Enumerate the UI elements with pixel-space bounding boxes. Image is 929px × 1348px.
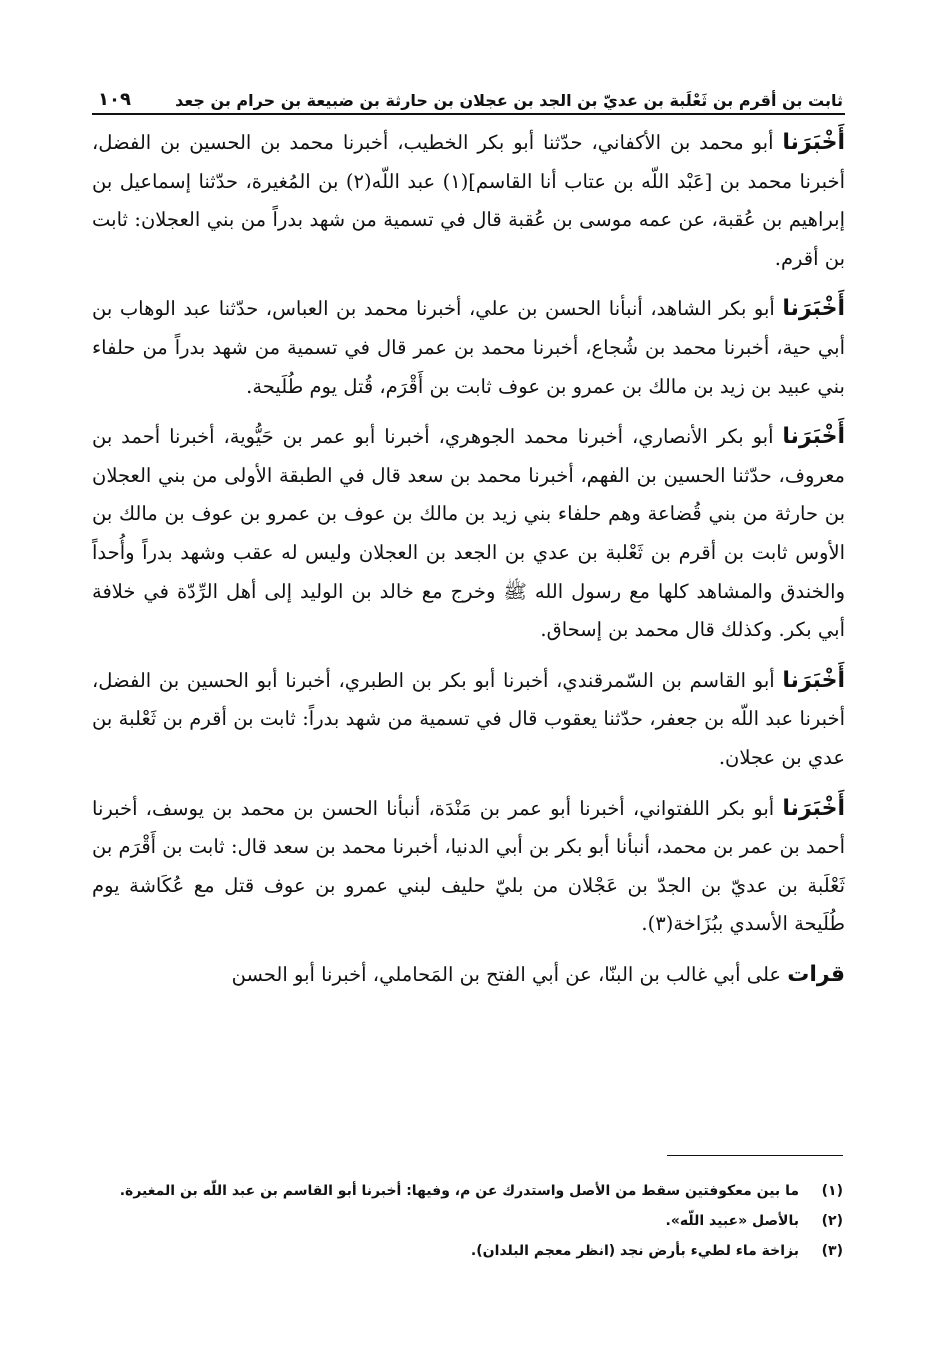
paragraph — [92, 662, 845, 778]
header-rule — [92, 113, 845, 115]
paragraph — [92, 956, 845, 995]
paragraph-keyword: أَخْبَرَنا — [782, 795, 845, 821]
main-text — [92, 124, 845, 1006]
footnote-rule — [667, 1155, 843, 1156]
footnote-text: بالأصل «عبيد اللّه». — [665, 1213, 799, 1229]
footnote-mark: (١) — [821, 1183, 843, 1199]
paragraph-text: أبو بكر الأنصاري، أخبرنا محمد الجوهري، أخبرنا أبو عمر بن حَيُّوية، أخبرنا أحمد بن معروف، حدّثنا الحسين بن الفهم، أخبرنا محمد بن سعد قال في الطبقة الأولى من بني العجلان بن حارثة من بني قُضاعة وهم حلفاء بني زيد بن مالك بن عوف بن عمرو بن عوف بن مالك بن الأوس ثابت بن أقرم بن ثَعْلبة بن عدي بن الجعد بن العجلان وليس له عقب وشهد بدراً وأُحداً والخندق والمشاهد كلها مع رسول الله ﷺ وخرج مع خالد بن الوليد إلى أهل الرِّدّة في خلافة أبي بكر. وكذلك قال محمد بن إسحاق. — [92, 425, 845, 642]
paragraph-keyword: أَخْبَرَنا — [782, 296, 845, 322]
footnote — [120, 1206, 843, 1236]
footnote — [120, 1176, 843, 1206]
footnote-mark: (٢) — [821, 1213, 843, 1229]
paragraph-keyword: أَخْبَرَنا — [782, 667, 845, 693]
paragraph — [92, 124, 845, 278]
footnotes — [120, 1176, 843, 1266]
paragraph — [92, 290, 845, 406]
paragraph — [92, 790, 845, 944]
paragraph-keyword: أَخْبَرَنا — [782, 130, 845, 155]
paragraph-text: أبو القاسم بن السّمرقندي، أخبرنا أبو بكر بن الطبري، أخبرنا أبو الحسين بن الفضل، أخبرنا عبد اللّه بن جعفر، حدّثنا يعقوب قال في تسمية من شهد بدراً: ثابت بن أقرم بن ثَعْلبة بن عدي بن عجلان. — [92, 668, 845, 769]
page-number: ١٠٩ — [98, 89, 131, 110]
paragraph-text: أبو محمد بن الأكفاني، حدّثنا أبو بكر الخطيب، أخبرنا محمد بن الحسين بن الفضل، أخبرنا محمد بن [عَبْد اللّه بن عتاب أنا القاسم](١) عبد اللّه(٢) بن المُغيرة، حدّثنا إسماعيل بن إبراهيم بن عُقبة، عن عمه موسى بن عُقبة قال في تسمية من شهد بدراً من بني العجلان: ثابت بن أقرم. — [92, 131, 846, 270]
paragraph — [92, 418, 845, 650]
running-header — [98, 74, 843, 110]
paragraph-text: أبو بكر اللفتواني، أخبرنا أبو عمر بن مَنْدَة، أنبأنا الحسن بن محمد بن يوسف، أخبرنا أحمد بن عمر بن محمد، أنبأنا أبو بكر بن أبي الدنيا، أخبرنا محمد بن سعد قال: ثابت بن أَقْرَم بن ثَعْلَبة بن عديّ بن الجدّ بن عَجْلان من بليّ حليف لبني عمرو بن عوف قتل مع عُكَاشة يوم طُلَيحة الأسدي ببُزَاخة(٣). — [92, 796, 845, 936]
footnote-text: ما بين معكوفتين سقط من الأصل واستدرك عن م، وفيها: أخبرنا أبو القاسم بن عبد اللّه بن المغيرة. — [119, 1183, 799, 1199]
paragraph-keyword: قرات — [787, 961, 845, 987]
paragraph-keyword: أَخْبَرَنا — [782, 424, 845, 450]
footnote — [120, 1236, 843, 1266]
footnote-mark: (٣) — [821, 1243, 843, 1259]
footnote-text: بزاخة ماء لطيء بأرض نجد (انظر معجم البلدان). — [470, 1243, 799, 1259]
paragraph-text: أبو بكر الشاهد، أنبأنا الحسن بن علي، أخبرنا محمد بن العباس، حدّثنا عبد الوهاب بن أبي حية، أخبرنا محمد بن شُجاع، أخبرنا محمد بن عمر قال في تسمية من شهد بدراً من حلفاء بني عبيد بن زيد بن مالك بن عمرو بن عوف ثابت بن أَقْرَم، قُتل يوم طُلَيحة. — [92, 297, 846, 398]
paragraph-text: على أبي غالب بن البنّا، عن أبي الفتح بن المَحاملي، أخبرنا أبو الحسن — [231, 962, 788, 986]
header-title: ثابت بن أقرم بن ثَعْلَبة بن عديّ بن الجد بن عجلان بن حارثة بن ضبيعة بن حرام بن جعد — [175, 91, 843, 110]
